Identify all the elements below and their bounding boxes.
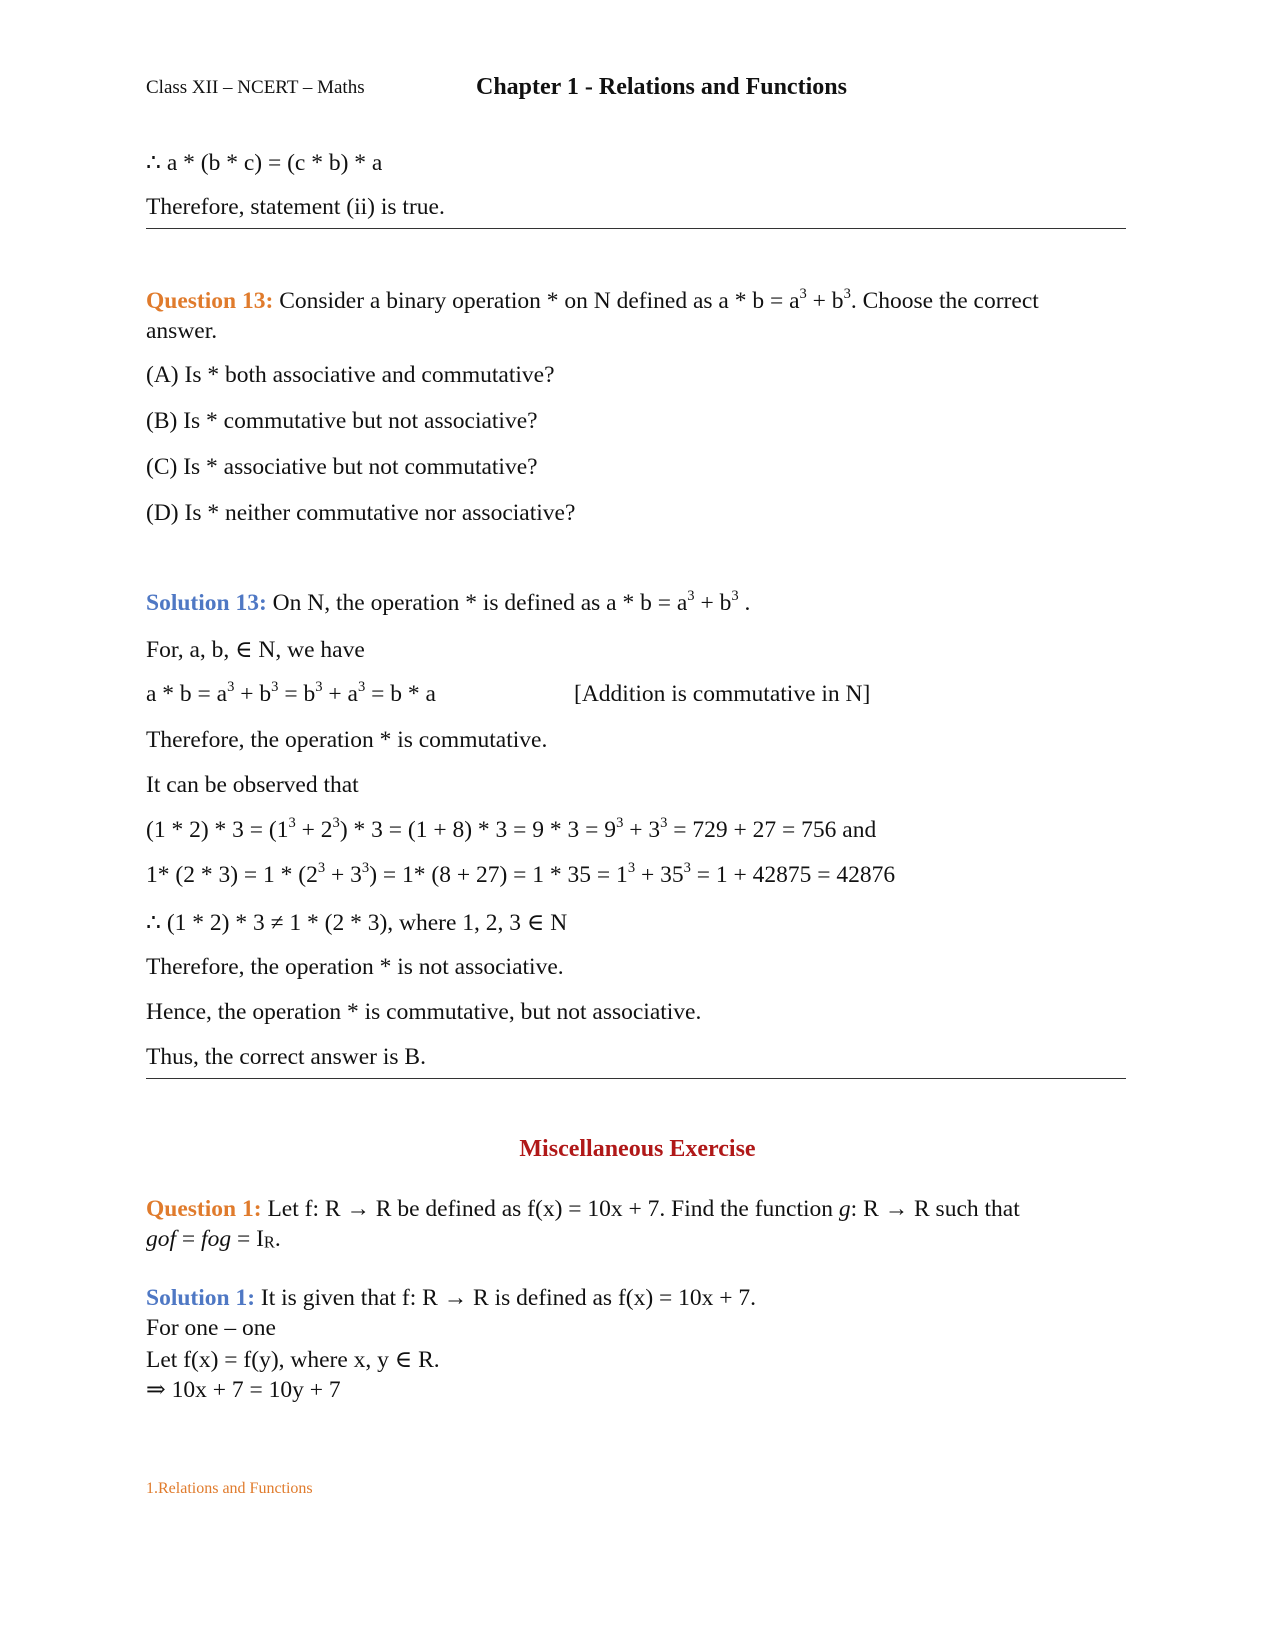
top-equation: ∴ a * (b * c) = (c * b) * a	[146, 150, 383, 176]
question-13: Question 13: Consider a binary operation * on N defined as $a * b = a^3 + b^3$. Choose the correct	[146, 285, 1039, 314]
question-1-label: Question 1:	[146, 1196, 262, 1222]
solution-13-not-associative: Therefore, the operation * is not associative.	[146, 954, 564, 980]
solution-13-commutative: Therefore, the operation * is commutative.	[146, 727, 548, 753]
question-1: Question 1: Let f: R → R be defined as f(x) = 10x + 7. Find the function g: R → R such that	[146, 1196, 1020, 1222]
question-13-label: Question 13:	[146, 288, 274, 314]
solution-13-observed: It can be observed that	[146, 772, 359, 798]
solution-13-commutative-eq: $a * b = a^3 + b^3 = b^3 + a^3 = b * a$	[146, 678, 436, 707]
question-13-continuation: answer.	[146, 318, 218, 344]
solution-1-label: Solution 1:	[146, 1285, 256, 1311]
divider-2	[146, 1078, 1126, 1079]
solution-13-not-equal: ∴ (1 * 2) * 3 ≠ 1 * (2 * 3), where 1, 2, 3 ∈ N	[146, 910, 568, 936]
solution-13-for: For, a, b, ∈ N, we have	[146, 637, 365, 663]
option-c: (C) Is * associative but not commutative?	[146, 454, 538, 480]
top-statement: Therefore, statement (ii) is true.	[146, 194, 445, 220]
section-title: Miscellaneous Exercise	[519, 1136, 756, 1162]
divider-1	[146, 228, 1126, 229]
option-a: (A) Is * both associative and commutative?	[146, 362, 555, 388]
solution-13-intro: Solution 13: On N, the operation * is defined as $a * b = a^3 + b^3$ .	[146, 587, 751, 616]
option-d: (D) Is * neither commutative nor associative?	[146, 500, 576, 526]
solution-1-let: Let f(x) = f(y), where x, y ∈ R.	[146, 1347, 440, 1373]
class-label: Class XII – NCERT – Maths	[146, 77, 365, 98]
solution-13-commutative-note: [Addition is commutative in N]	[574, 681, 871, 707]
footer-text: 1.Relations and Functions	[146, 1480, 313, 1497]
chapter-title: Chapter 1 - Relations and Functions	[476, 74, 847, 100]
solution-1-implies: ⇒ 10x + 7 = 10y + 7	[146, 1377, 341, 1403]
question-1-continuation: gof = fog = $I_R$.	[146, 1226, 281, 1252]
solution-13-hence: Hence, the operation * is commutative, but not associative.	[146, 999, 702, 1025]
solution-13-answer: Thus, the correct answer is B.	[146, 1044, 426, 1070]
solution-1-one-one: For one – one	[146, 1315, 276, 1341]
solution-1-intro: Solution 1: It is given that f: R → R is defined as f(x) = 10x + 7.	[146, 1285, 757, 1311]
solution-13-calc-1: $(1 * 2) * 3 = (1^3 + 2^3) * 3 = (1 + 8) * 3 = 9 * 3 = 9^3 + 3^3 = 729 + 27 = 756$ and	[146, 814, 877, 843]
solution-13-calc-2: 1* $(2 * 3) = 1 * (2^3 + 3^3) = 1*$ $(8 + 27) = 1 * 35 = 1^3 + 35^3 = 1 + 42875 = 42876$	[146, 859, 896, 888]
option-b: (B) Is * commutative but not associative?	[146, 408, 538, 434]
solution-13-label: Solution 13:	[146, 590, 267, 616]
